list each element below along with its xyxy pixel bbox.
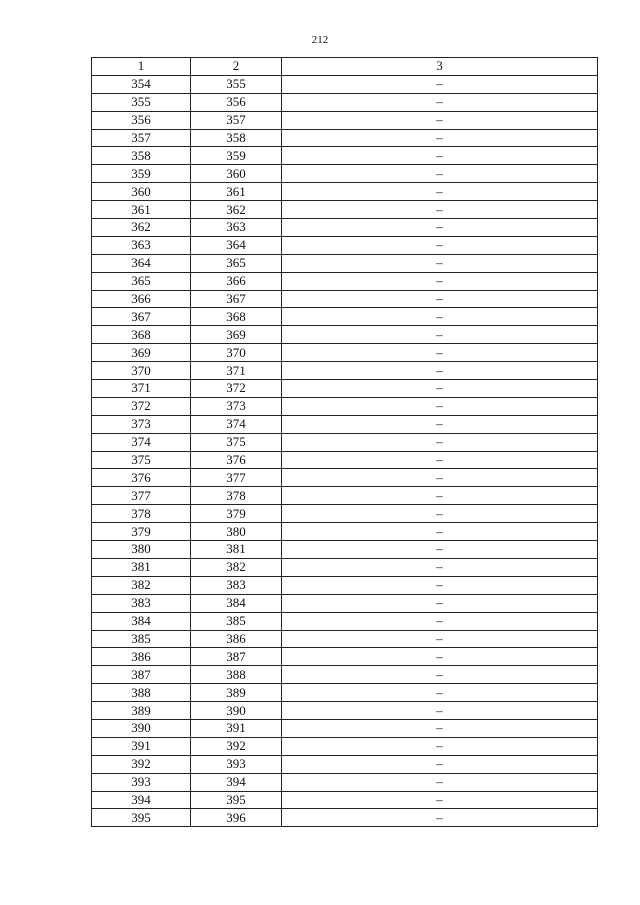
- table-cell-col-2: 381: [191, 541, 282, 559]
- table-cell-col-2: 383: [191, 576, 282, 594]
- table-cell-col-1: 395: [92, 809, 191, 827]
- table-cell-col-1: 394: [92, 791, 191, 809]
- table-cell-col-3: –: [282, 362, 598, 380]
- table-cell-col-3: –: [282, 433, 598, 451]
- table-cell-col-1: 359: [92, 165, 191, 183]
- table-cell-col-2: 386: [191, 630, 282, 648]
- table-cell-col-2: 357: [191, 111, 282, 129]
- table-row: [92, 451, 598, 469]
- table-cell-col-1: 391: [92, 737, 191, 755]
- table-row: [92, 612, 598, 630]
- table-row: [92, 111, 598, 129]
- table-row: [92, 201, 598, 219]
- table-cell-col-3: –: [282, 397, 598, 415]
- table-cell-col-3: –: [282, 129, 598, 147]
- table-cell-col-1: 381: [92, 558, 191, 576]
- table-cell-col-2: 373: [191, 397, 282, 415]
- table-cell-col-1: 387: [92, 666, 191, 684]
- page-number: 212: [311, 34, 329, 46]
- table-row: [92, 380, 598, 398]
- table-cell-col-2: 378: [191, 487, 282, 505]
- table-row: [92, 541, 598, 559]
- table-cell-col-1: 390: [92, 719, 191, 737]
- table-cell-col-2: 361: [191, 183, 282, 201]
- table-cell-col-3: –: [282, 719, 598, 737]
- table-cell-col-3: –: [282, 773, 598, 791]
- table-cell-col-2: 370: [191, 344, 282, 362]
- table-row: [92, 183, 598, 201]
- table-cell-col-1: 354: [92, 75, 191, 93]
- table-cell-col-2: 393: [191, 755, 282, 773]
- table-cell-col-1: 360: [92, 183, 191, 201]
- table-cell-col-1: 393: [92, 773, 191, 791]
- table-row: [92, 469, 598, 487]
- table-row: [92, 75, 598, 93]
- table-cell-col-3: –: [282, 272, 598, 290]
- table-cell-col-3: –: [282, 183, 598, 201]
- table-row: [92, 594, 598, 612]
- table-row: [92, 505, 598, 523]
- table-row: [92, 308, 598, 326]
- table-cell-col-3: –: [282, 541, 598, 559]
- table-row: [92, 791, 598, 809]
- table-cell-col-3: –: [282, 809, 598, 827]
- table-cell-col-3: –: [282, 147, 598, 165]
- table-row: [92, 397, 598, 415]
- table-cell-col-3: –: [282, 702, 598, 720]
- table-cell-col-2: 355: [191, 75, 282, 93]
- table-cell-col-3: –: [282, 111, 598, 129]
- table-cell-col-2: 359: [191, 147, 282, 165]
- table-cell-col-3: –: [282, 236, 598, 254]
- data-table: [91, 57, 598, 827]
- table-cell-col-2: 362: [191, 201, 282, 219]
- table-cell-col-2: 377: [191, 469, 282, 487]
- table-cell-col-3: –: [282, 380, 598, 398]
- column-header-3: 3: [282, 58, 598, 76]
- table-cell-col-1: 392: [92, 755, 191, 773]
- table-row: [92, 702, 598, 720]
- table-cell-col-1: 371: [92, 380, 191, 398]
- table-cell-col-1: 358: [92, 147, 191, 165]
- table-cell-col-2: 374: [191, 415, 282, 433]
- table-cell-col-1: 363: [92, 236, 191, 254]
- table-cell-col-2: 385: [191, 612, 282, 630]
- table-cell-col-2: 363: [191, 219, 282, 237]
- table-row: [92, 236, 598, 254]
- table-cell-col-1: 377: [92, 487, 191, 505]
- table-cell-col-3: –: [282, 505, 598, 523]
- table-cell-col-3: –: [282, 201, 598, 219]
- header-row: [92, 58, 598, 76]
- column-header-1: 1: [92, 58, 191, 76]
- table-cell-col-3: –: [282, 254, 598, 272]
- table-cell-col-1: 380: [92, 541, 191, 559]
- table-cell-col-1: 357: [92, 129, 191, 147]
- table-cell-col-1: 383: [92, 594, 191, 612]
- table-row: [92, 648, 598, 666]
- table-cell-col-2: 371: [191, 362, 282, 380]
- table-cell-col-3: –: [282, 308, 598, 326]
- table-cell-col-2: 396: [191, 809, 282, 827]
- table-cell-col-3: –: [282, 576, 598, 594]
- table-cell-col-2: 390: [191, 702, 282, 720]
- table-cell-col-1: 384: [92, 612, 191, 630]
- table-row: [92, 254, 598, 272]
- table-cell-col-1: 369: [92, 344, 191, 362]
- table-cell-col-2: 364: [191, 236, 282, 254]
- table-cell-col-3: –: [282, 684, 598, 702]
- table-row: [92, 809, 598, 827]
- table-cell-col-3: –: [282, 75, 598, 93]
- table-row: [92, 755, 598, 773]
- table-cell-col-1: 372: [92, 397, 191, 415]
- table-cell-col-2: 380: [191, 523, 282, 541]
- table-cell-col-2: 384: [191, 594, 282, 612]
- table-cell-col-3: –: [282, 219, 598, 237]
- table-row: [92, 773, 598, 791]
- table-cell-col-1: 365: [92, 272, 191, 290]
- table-cell-col-3: –: [282, 648, 598, 666]
- table-cell-col-2: 395: [191, 791, 282, 809]
- table-row: [92, 93, 598, 111]
- table-cell-col-1: 370: [92, 362, 191, 380]
- table-cell-col-2: 382: [191, 558, 282, 576]
- table-row: [92, 415, 598, 433]
- table-row: [92, 290, 598, 308]
- table-cell-col-1: 388: [92, 684, 191, 702]
- table-row: [92, 326, 598, 344]
- table-cell-col-3: –: [282, 487, 598, 505]
- table-row: [92, 523, 598, 541]
- table-cell-col-2: 388: [191, 666, 282, 684]
- table-cell-col-3: –: [282, 791, 598, 809]
- table-cell-col-1: 361: [92, 201, 191, 219]
- table-cell-col-2: 375: [191, 433, 282, 451]
- table-cell-col-3: –: [282, 469, 598, 487]
- table-row: [92, 576, 598, 594]
- table-row: [92, 165, 598, 183]
- table-header: [92, 58, 598, 76]
- table-cell-col-2: 394: [191, 773, 282, 791]
- table-cell-col-3: –: [282, 93, 598, 111]
- table-cell-col-3: –: [282, 326, 598, 344]
- table-row: [92, 362, 598, 380]
- column-header-2: 2: [191, 58, 282, 76]
- table-cell-col-3: –: [282, 523, 598, 541]
- table-cell-col-1: 367: [92, 308, 191, 326]
- table-cell-col-3: –: [282, 165, 598, 183]
- table-cell-col-2: 372: [191, 380, 282, 398]
- table-cell-col-2: 379: [191, 505, 282, 523]
- table-cell-col-2: 356: [191, 93, 282, 111]
- table-row: [92, 129, 598, 147]
- table-cell-col-1: 378: [92, 505, 191, 523]
- table-row: [92, 719, 598, 737]
- table-cell-col-2: 389: [191, 684, 282, 702]
- table-row: [92, 344, 598, 362]
- table-cell-col-1: 355: [92, 93, 191, 111]
- table-row: [92, 630, 598, 648]
- table-row: [92, 487, 598, 505]
- table-row: [92, 433, 598, 451]
- table-cell-col-3: –: [282, 666, 598, 684]
- table-cell-col-1: 356: [92, 111, 191, 129]
- table-cell-col-2: 360: [191, 165, 282, 183]
- table-row: [92, 147, 598, 165]
- table-cell-col-2: 376: [191, 451, 282, 469]
- table-cell-col-2: 391: [191, 719, 282, 737]
- table-row: [92, 684, 598, 702]
- table-cell-col-2: 365: [191, 254, 282, 272]
- table-cell-col-3: –: [282, 415, 598, 433]
- table-cell-col-1: 374: [92, 433, 191, 451]
- table-cell-col-1: 366: [92, 290, 191, 308]
- table-cell-col-1: 376: [92, 469, 191, 487]
- table-cell-col-2: 358: [191, 129, 282, 147]
- table-cell-col-1: 364: [92, 254, 191, 272]
- table-cell-col-2: 368: [191, 308, 282, 326]
- table-cell-col-1: 382: [92, 576, 191, 594]
- table-row: [92, 558, 598, 576]
- table-cell-col-3: –: [282, 594, 598, 612]
- table-cell-col-3: –: [282, 558, 598, 576]
- table-cell-col-3: –: [282, 451, 598, 469]
- table-cell-col-2: 392: [191, 737, 282, 755]
- table-cell-col-2: 387: [191, 648, 282, 666]
- table-cell-col-3: –: [282, 612, 598, 630]
- table-cell-col-1: 385: [92, 630, 191, 648]
- table-body: [92, 75, 598, 826]
- table-cell-col-2: 367: [191, 290, 282, 308]
- table-row: [92, 666, 598, 684]
- table-cell-col-2: 369: [191, 326, 282, 344]
- table-cell-col-2: 366: [191, 272, 282, 290]
- table-cell-col-1: 373: [92, 415, 191, 433]
- table-cell-col-1: 389: [92, 702, 191, 720]
- table-cell-col-3: –: [282, 344, 598, 362]
- table-cell-col-1: 379: [92, 523, 191, 541]
- table-cell-col-3: –: [282, 755, 598, 773]
- table-cell-col-1: 375: [92, 451, 191, 469]
- table-cell-col-1: 368: [92, 326, 191, 344]
- table-cell-col-1: 386: [92, 648, 191, 666]
- table-cell-col-1: 362: [92, 219, 191, 237]
- table-cell-col-3: –: [282, 290, 598, 308]
- table-row: [92, 737, 598, 755]
- table-cell-col-3: –: [282, 630, 598, 648]
- table-row: [92, 219, 598, 237]
- table-cell-col-3: –: [282, 737, 598, 755]
- table-row: [92, 272, 598, 290]
